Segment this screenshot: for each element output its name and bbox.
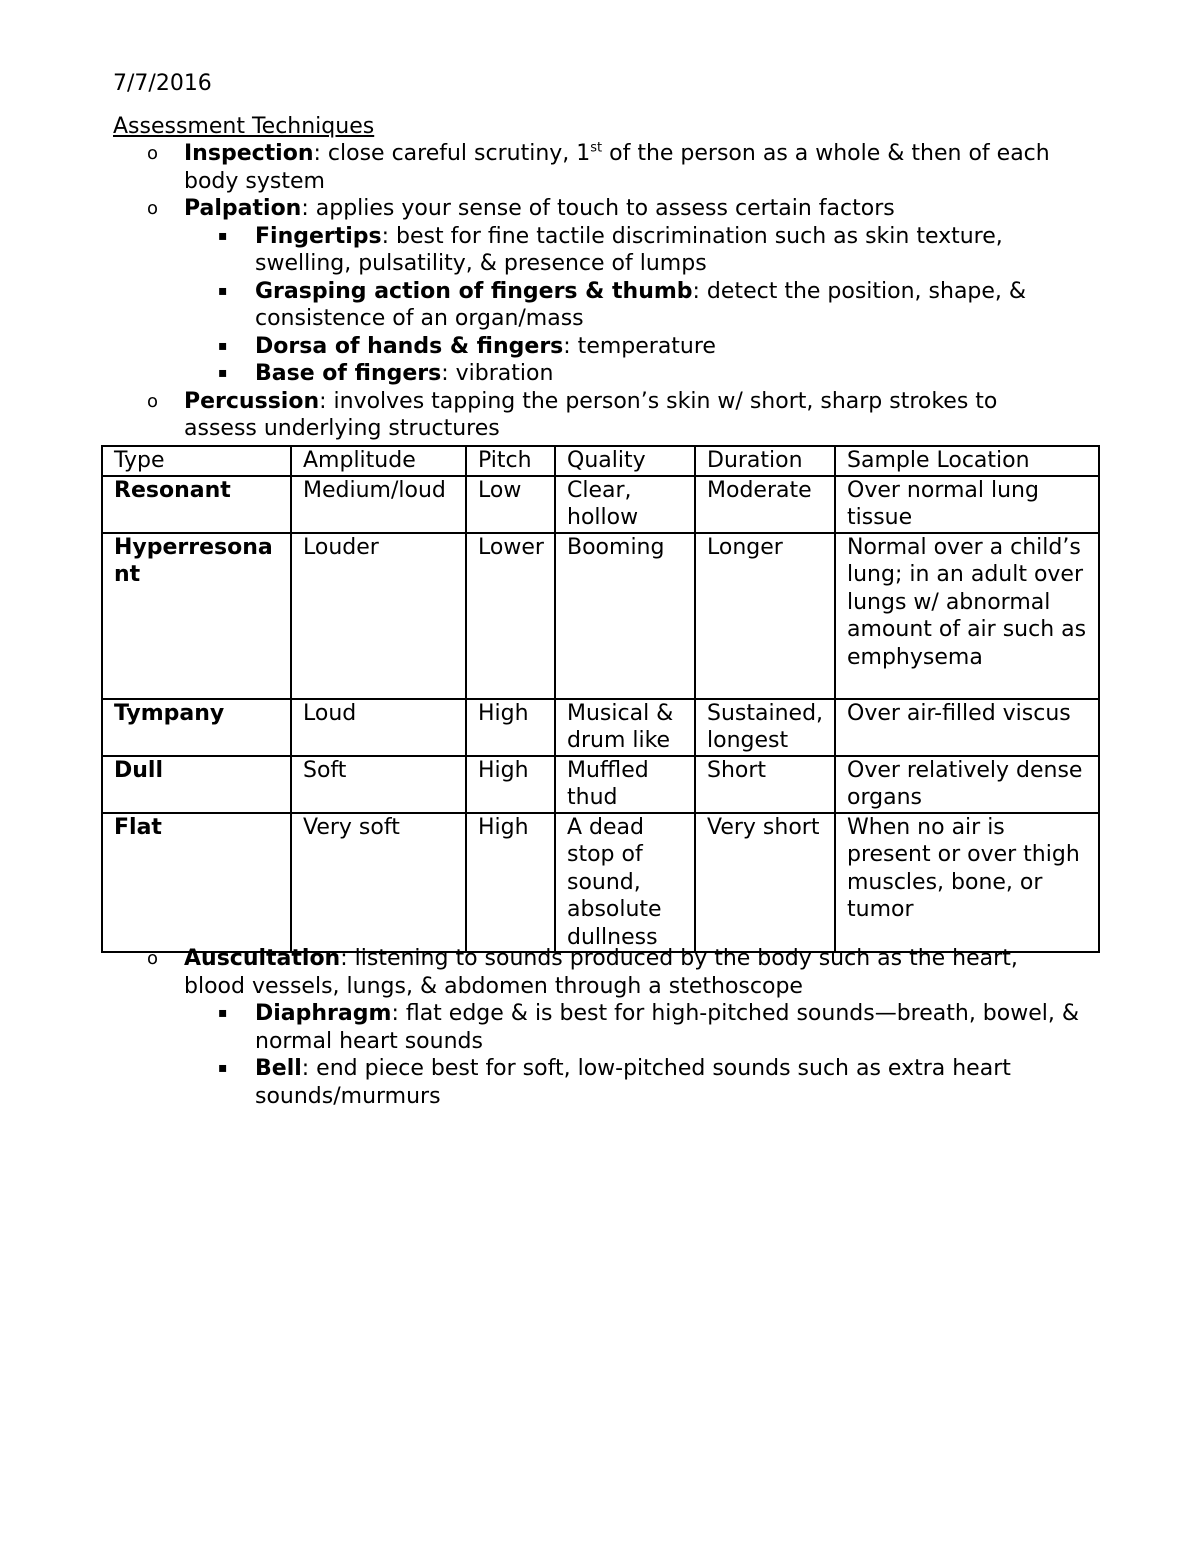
cell-pitch: Low	[466, 476, 555, 533]
cell-amplitude: Medium/loud	[291, 476, 466, 533]
table-header-row	[102, 446, 1099, 476]
cell-type: Tympany	[102, 699, 291, 756]
sublist-item-bell	[0, 1055, 1085, 1110]
inspection-text-pre: : close careful scrutiny, 1	[313, 141, 591, 166]
cell-amplitude: Soft	[291, 756, 466, 813]
cell-duration: Very short	[695, 813, 835, 953]
list-item-inspection	[0, 140, 1064, 195]
term-grasping: Grasping action of fingers & thumb	[255, 278, 693, 304]
square-bullet-icon: ▪	[218, 282, 228, 299]
grasping-text: : detect the position, shape, & consistence of an organ/mass	[255, 278, 1027, 331]
cell-pitch: High	[466, 699, 555, 756]
base-text: : vibration	[441, 361, 554, 386]
cell-pitch: High	[466, 756, 555, 813]
circle-bullet-icon: o	[147, 948, 159, 969]
cell-quality: Booming	[555, 533, 695, 699]
cell-sample-location: When no air is present or over thigh muscles, bone, or tumor	[835, 813, 1099, 953]
header-type: Type	[102, 446, 291, 476]
cell-quality: A dead stop of sound, absolute dullness	[555, 813, 695, 953]
square-bullet-icon: ▪	[218, 365, 228, 381]
table-row	[102, 533, 1099, 699]
cell-pitch: Lower	[466, 533, 555, 699]
term-base: Base of fingers	[255, 361, 442, 386]
cell-sample-location: Normal over a child’s lung; in an adult over lungs w/ abnormal amount of air such as emphysema	[835, 533, 1099, 699]
term-bell: Bell	[255, 1056, 302, 1081]
cell-type: Dull	[102, 756, 291, 813]
cell-sample-location: Over normal lung tissue	[835, 476, 1099, 533]
cell-type: Flat	[102, 813, 291, 953]
header-pitch: Pitch	[466, 446, 555, 476]
cell-amplitude: Very soft	[291, 813, 466, 953]
cell-duration: Longer	[695, 533, 835, 699]
table-row	[102, 476, 1099, 533]
list-item-palpation	[0, 195, 1064, 223]
fingertips-text: : best for fine tactile discrimination such as skin texture, swelling, pulsatility, & presence of lumps	[255, 223, 1003, 276]
auscultation-list	[0, 945, 1200, 1110]
section-heading: Assessment Techniques	[113, 114, 375, 139]
cell-type: Hyperresonant	[102, 533, 291, 699]
dorsa-text: : temperature	[563, 333, 716, 359]
circle-bullet-icon: o	[147, 198, 159, 219]
percussion-text: : involves tapping the person’s skin w/ short, sharp strokes to assess underlying structures	[184, 388, 998, 441]
square-bullet-icon: ▪	[218, 337, 228, 354]
term-inspection: Inspection	[184, 141, 314, 166]
percussion-table	[101, 445, 1100, 953]
diaphragm-text: : flat edge & is best for high-pitched sounds—breath, bowel, & normal heart sounds	[255, 1001, 1080, 1054]
inspection-text-post: of the person as a whole & then of each body system	[184, 141, 1050, 194]
term-diaphragm: Diaphragm	[255, 1001, 392, 1026]
square-bullet-icon: ▪	[218, 1060, 228, 1076]
techniques-list	[0, 140, 1200, 443]
sublist-item-fingertips	[0, 223, 1085, 278]
ordinal-superscript: st	[590, 140, 603, 156]
cell-amplitude: Louder	[291, 533, 466, 699]
auscultation-text: : listening to sounds produced by the body such as the heart, blood vessels, lungs, & abdomen through a stethoscope	[184, 946, 1018, 999]
square-bullet-icon: ▪	[218, 227, 228, 244]
term-fingertips: Fingertips	[255, 223, 382, 249]
cell-quality: Muffled thud	[555, 756, 695, 813]
cell-amplitude: Loud	[291, 699, 466, 756]
term-palpation: Palpation	[184, 196, 302, 221]
cell-type: Resonant	[102, 476, 291, 533]
table-row	[102, 699, 1099, 756]
sublist-item-base	[0, 360, 1085, 388]
cell-quality: Musical & drum like	[555, 699, 695, 756]
term-dorsa: Dorsa of hands & fingers	[255, 333, 564, 359]
cell-sample-location: Over air-filled viscus	[835, 699, 1099, 756]
table-row	[102, 756, 1099, 813]
table-row	[102, 813, 1099, 953]
sublist-item-diaphragm	[0, 1000, 1085, 1055]
sublist-item-dorsa	[0, 333, 1085, 361]
header-quality: Quality	[555, 446, 695, 476]
header-sample-location: Sample Location	[835, 446, 1099, 476]
list-item-percussion	[0, 388, 1064, 443]
circle-bullet-icon: o	[147, 390, 159, 412]
square-bullet-icon: ▪	[218, 1005, 228, 1021]
cell-duration: Sustained, longest	[695, 699, 835, 756]
cell-duration: Moderate	[695, 476, 835, 533]
circle-bullet-icon: o	[147, 143, 159, 164]
cell-duration: Short	[695, 756, 835, 813]
cell-quality: Clear, hollow	[555, 476, 695, 533]
sublist-item-grasping	[0, 278, 1085, 333]
bell-text: : end piece best for soft, low-pitched sounds such as extra heart sounds/murmurs	[255, 1056, 1011, 1109]
header-duration: Duration	[695, 446, 835, 476]
cell-sample-location: Over relatively dense organs	[835, 756, 1099, 813]
term-percussion: Percussion	[184, 388, 320, 414]
list-item-auscultation	[0, 945, 1064, 1000]
document-date: 7/7/2016	[113, 71, 212, 96]
palpation-text: : applies your sense of touch to assess certain factors	[301, 196, 895, 221]
term-auscultation: Auscultation	[184, 946, 341, 971]
header-amplitude: Amplitude	[291, 446, 466, 476]
cell-pitch: High	[466, 813, 555, 953]
